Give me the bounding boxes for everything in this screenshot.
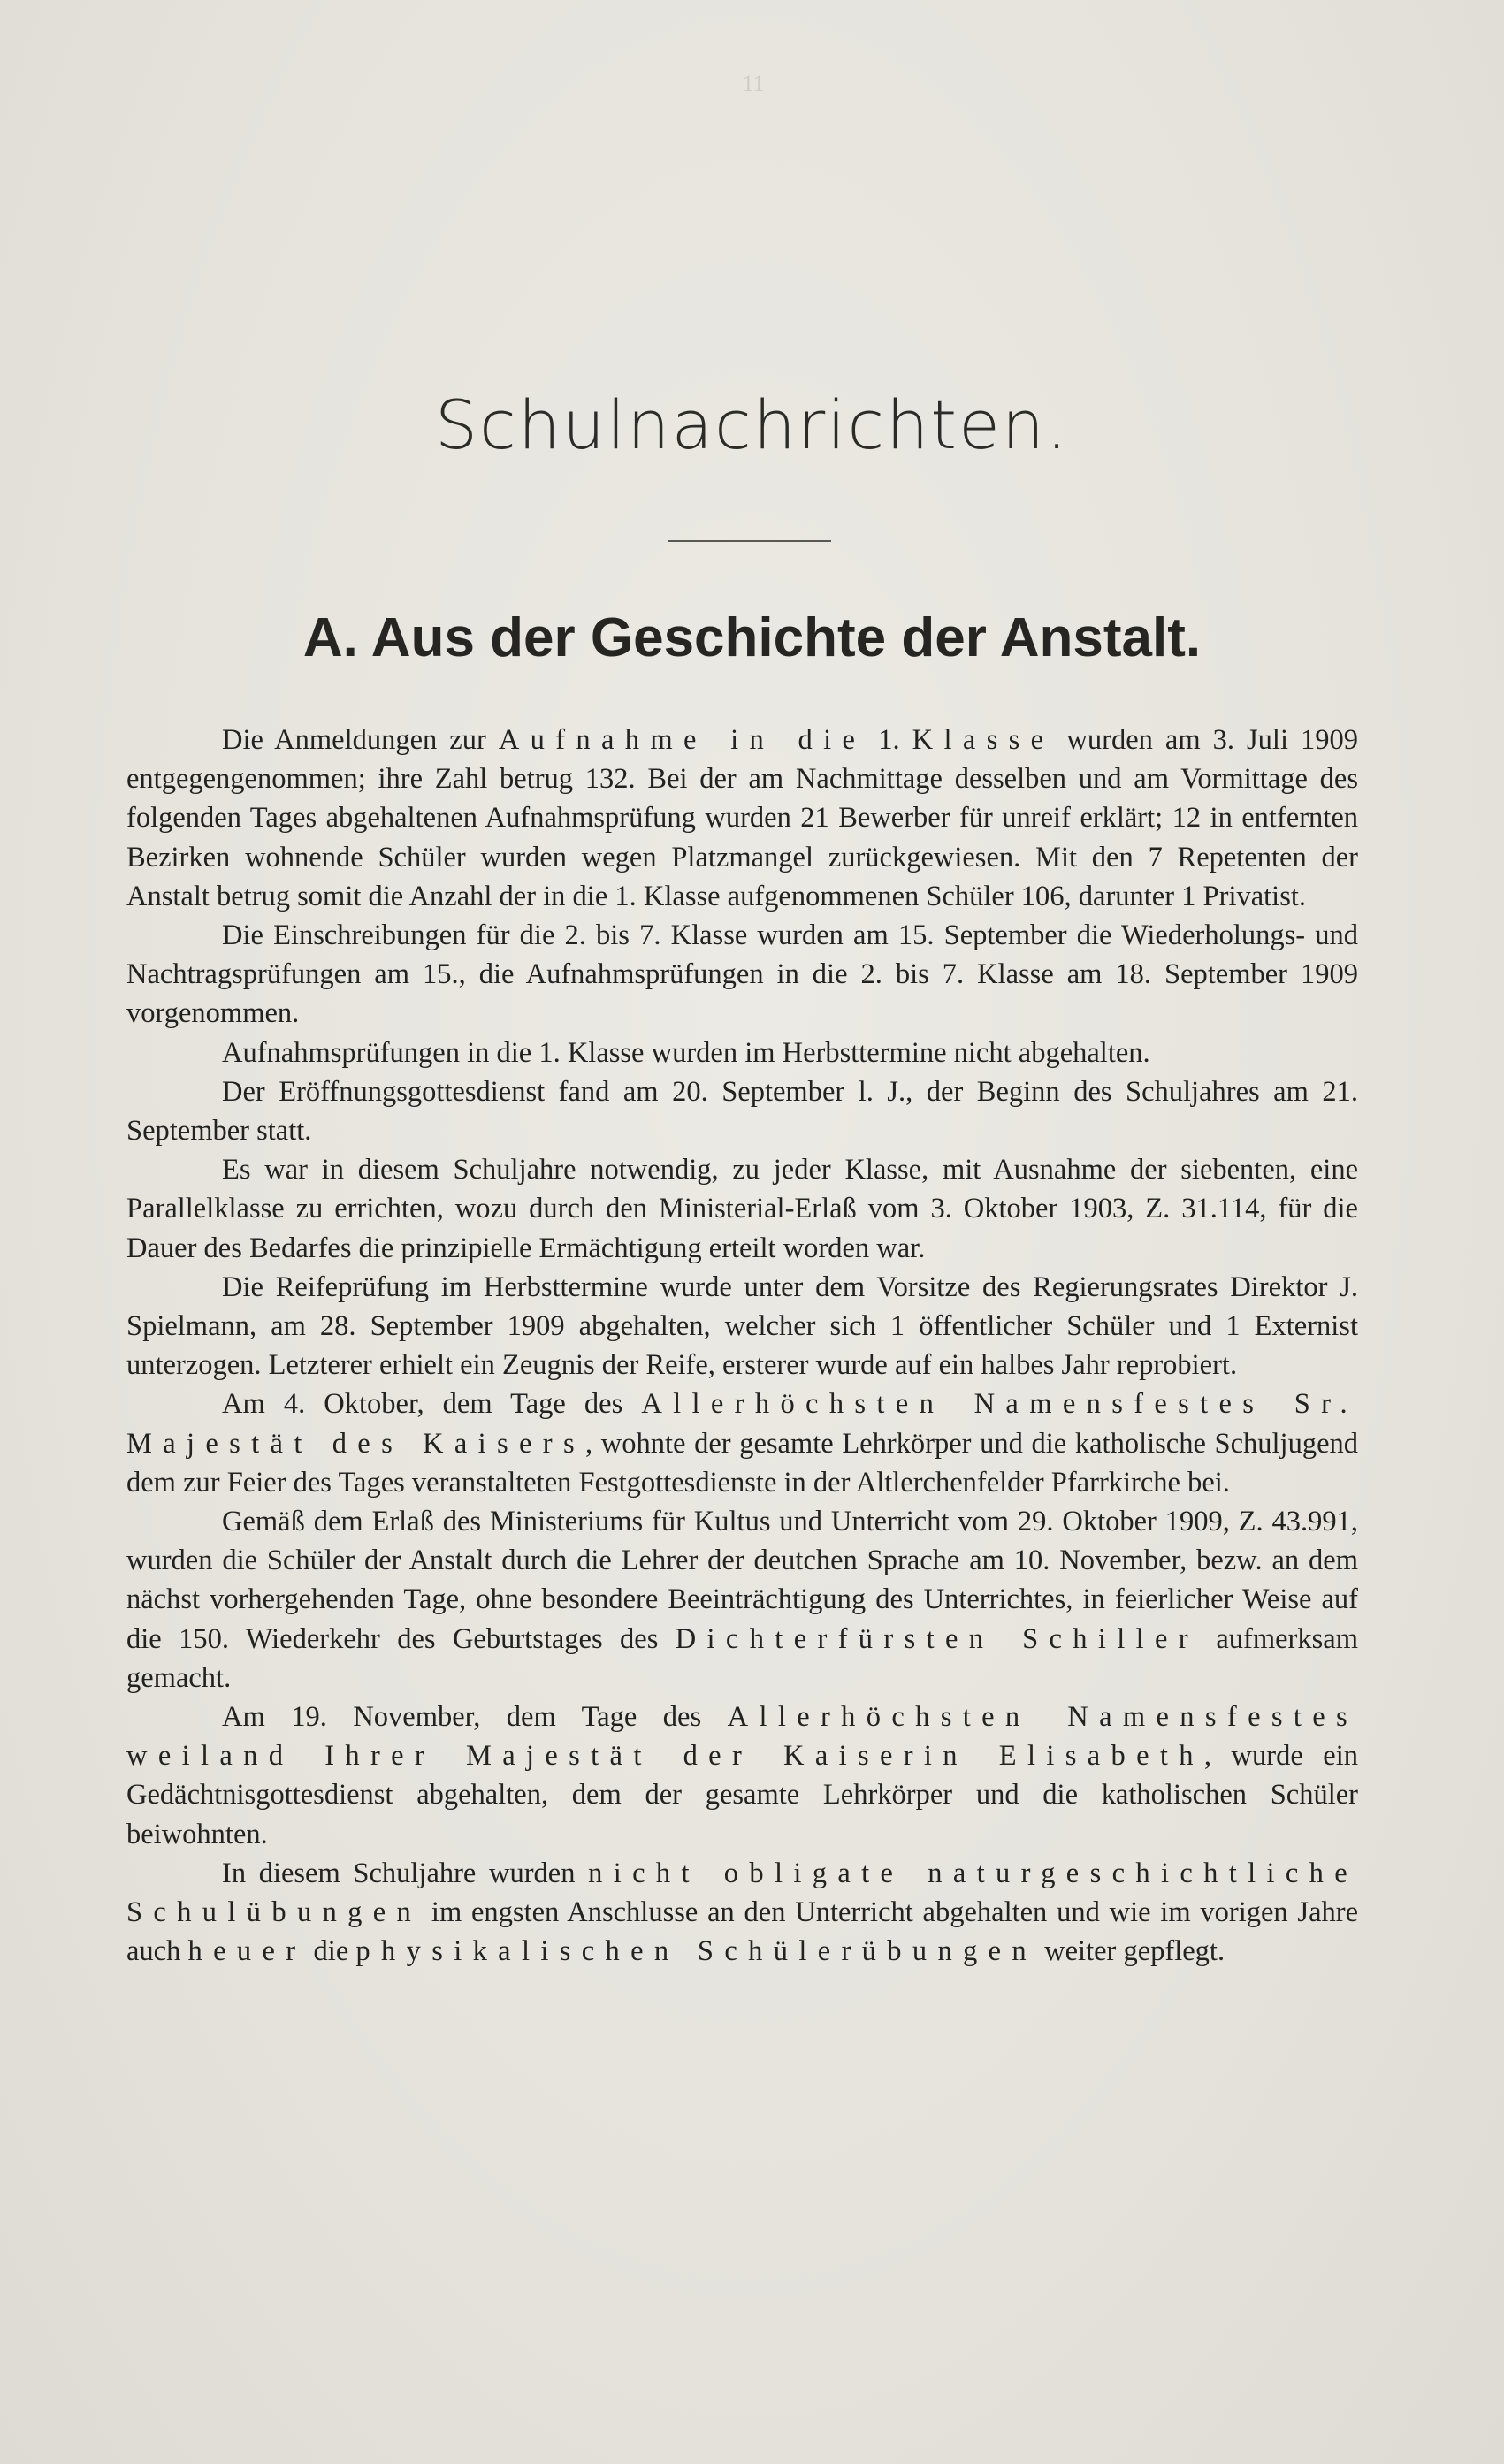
paragraph-text: Am 19. November, dem Tage des xyxy=(222,1701,728,1734)
paragraph-text: im engsten Anschlusse an den Unterricht abgehalten und wie im vorigen Jahre auch xyxy=(126,1896,1358,1968)
spaced-emphasis-text: physikalischen Schülerübungen xyxy=(355,1935,1038,1968)
paragraph xyxy=(126,1268,1358,1385)
body-text xyxy=(126,721,1358,1972)
paragraph xyxy=(126,1385,1358,1502)
paragraph-text: wurden am 3. Juli 1909 entgegengenommen; ihre Zahl betrug 132. Bei der am Nachmittage desselben und am Vormittage des folgenden Tages abgehaltenen Aufnahmsprüfung wurden 21 Bewerber für unreif erklärt; 12 in entfernten Bezirken wohnende Schüler wurden wegen Platzmangel zurückgewiesen. Mit den 7 Repetenten der Anstalt betrug somit die Anzahl der in die 1. Klasse aufgenommenen Schüler 106, darunter 1 Privatist. xyxy=(126,724,1358,912)
paragraph-text: Die Einschreibungen für die 2. bis 7. Klasse wurden am 15. September die Wiederholungs- und Nachtragsprüfungen am 15., die Aufnahmsprüfungen in die 2. bis 7. Klasse am 18. September 1909 vorgenommen. xyxy=(126,919,1358,1030)
paragraph-text: , wurde ein Gedächtnisgottesdienst abgehalten, dem der gesamte Lehrkörper und die katholischen Schüler beiwohnten. xyxy=(126,1740,1358,1850)
paragraph-text: Es war in diesem Schuljahre notwendig, zu jeder Klasse, mit Ausnahme der siebenten, eine Parallelklasse zu errichten, wozu durch den Ministerial-Erlaß vom 3. Oktober 1903, Z. 31.114, für die Dauer des Bedarfes die prinzipielle Ermächtigung erteilt worden war. xyxy=(126,1154,1358,1264)
spaced-emphasis-text: Allerhöchsten Namensfestes Sr. Majestät des Kaisers xyxy=(126,1388,1359,1460)
paragraph-text: weiter gepflegt. xyxy=(1037,1935,1225,1968)
paragraph xyxy=(126,1150,1358,1268)
paragraph-text: 1. xyxy=(866,724,912,756)
page-title: Schulnachrichten. xyxy=(434,385,1070,464)
paragraph-text: Die Reifeprüfung im Herbsttermine wurde unter dem Vorsitze des Regierungsrates Direktor J. Spielmann, am 28. September 1909 abgehalten, welcher sich 1 öffentlicher Schüler und 1 Externist unterzogen. Letzterer erhielt ein Zeugnis der Reife, ersterer wurde auf ein halbes Jahr reprobiert. xyxy=(126,1270,1358,1382)
paragraph xyxy=(126,1034,1358,1072)
spaced-emphasis-text: Klasse xyxy=(912,724,1055,756)
paragraph-text: , wohnte der gesamte Lehrkörper und die katholische Schuljugend dem zur Feier des Tages veranstalteten Festgottesdienste in der Altlerchenfelder Pfarrkirche bei. xyxy=(126,1427,1358,1499)
paragraph-text: In diesem Schuljahre wurden xyxy=(222,1857,589,1889)
paragraph-text: Die Anmeldungen zur xyxy=(222,724,499,756)
spaced-emphasis-text: heuer xyxy=(187,1935,307,1968)
title-divider xyxy=(668,540,831,542)
paragraph xyxy=(126,1072,1358,1150)
paragraph-text: Am 4. Oktober, dem Tage des xyxy=(222,1388,642,1421)
paragraph xyxy=(126,1697,1358,1854)
spaced-emphasis-text: Allerhöchsten Namensfestes weiland Ihrer Majestät der Kaiserin Elisabeth xyxy=(126,1701,1359,1773)
paragraph-text: die xyxy=(306,1935,356,1968)
section-heading: A. Aus der Geschichte der Anstalt. xyxy=(302,607,1202,668)
paragraph xyxy=(126,1854,1358,1972)
spaced-emphasis-text: Aufnahme in die xyxy=(498,724,867,756)
paragraph-text: Der Eröffnungsgottesdienst fand am 20. September l. J., der Beginn des Schuljahres am 21. September statt. xyxy=(126,1075,1358,1148)
paragraph-text: Gemäß dem Erlaß des Ministeriums für Kultus und Unterricht vom 29. Oktober 1909, Z. 43.991, wurden die Schüler der Anstalt durch die Lehrer der deutchen Sprache am 10. November, bezw. an dem nächst vorhergehenden Tage, ohne besondere Beeinträchtigung des Unterrichtes, in feierlicher Weise auf die 150. Wiederkehr des Geburtstages des xyxy=(126,1506,1358,1655)
paragraph xyxy=(126,721,1358,916)
paragraph-text: Aufnahmsprüfungen in die 1. Klasse wurden im Herbsttermine nicht abgehalten. xyxy=(222,1036,1150,1069)
paragraph xyxy=(126,916,1358,1034)
spaced-emphasis-text: Dichterfürsten Schiller xyxy=(675,1622,1199,1655)
paragraph xyxy=(126,1502,1358,1697)
page-number: 11 xyxy=(742,71,765,96)
paragraph-text: aufmerksam gemacht. xyxy=(126,1622,1358,1694)
spaced-emphasis-text: nicht obligate naturgeschichtliche Schulübungen xyxy=(126,1857,1358,1929)
